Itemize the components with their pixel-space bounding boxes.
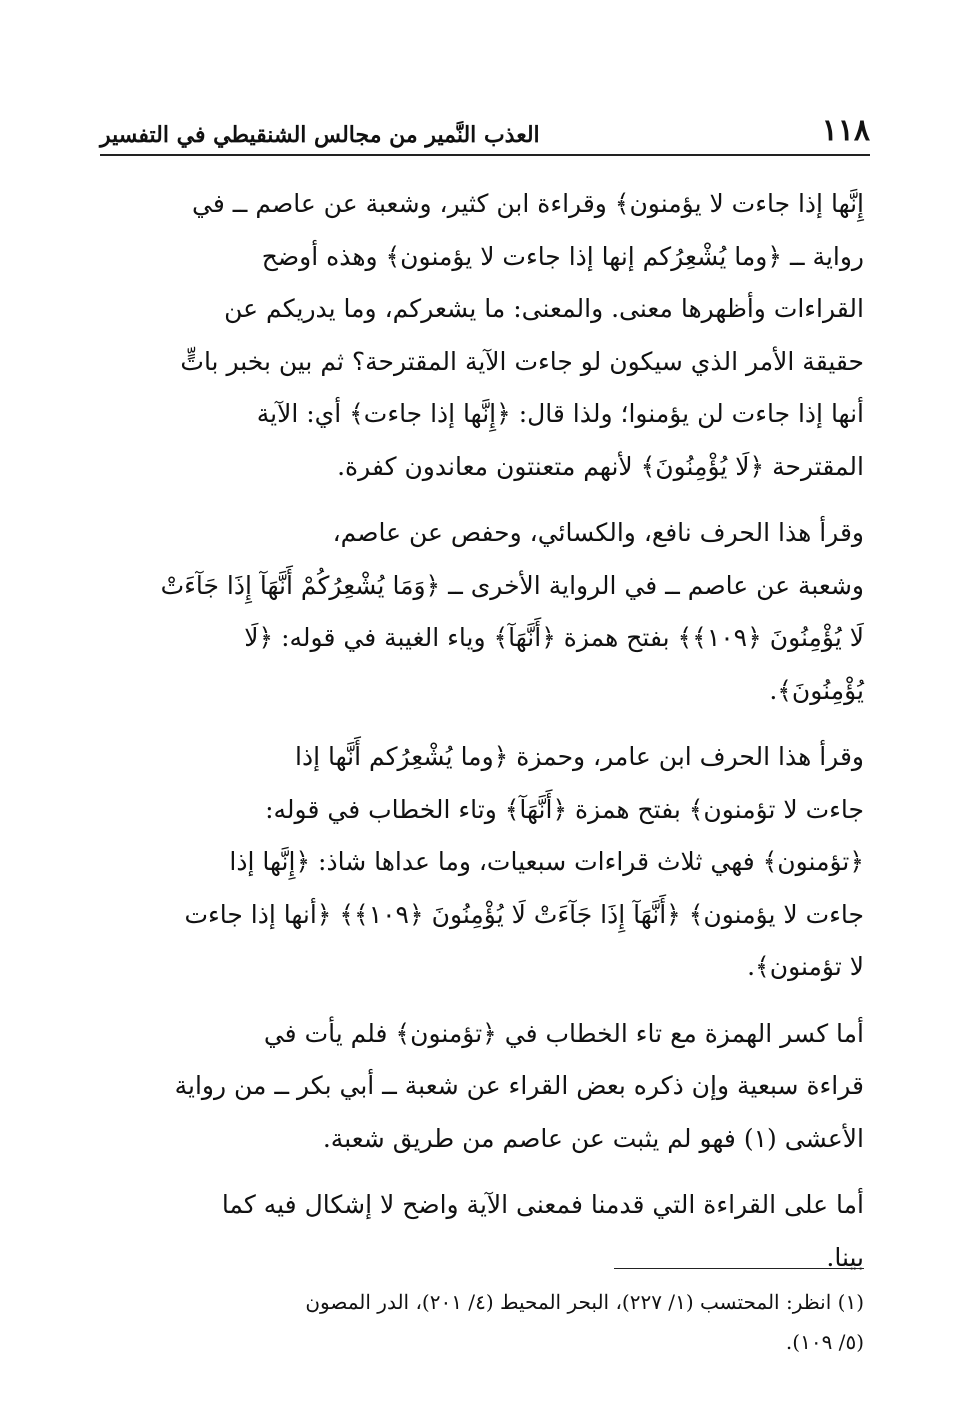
paragraph-3: وقرأ هذا الحرف ابن عامر، وحمزة ﴿وما يُشْعِرُكم أَنَّها إذا جاءت لا تؤمنون﴾ بفتح همزة ﴿أَنَّهَآ﴾ وتاء الخطاب في قوله: ﴿تؤمنون﴾ فهي ثلاث قراءات سبعيات، وما عداها شاذ: ﴿إِنَّها إذا جاءت لا يؤمنون﴾ ﴿أَنَّهَآ إِذَا جَآءَتْ لَا يُؤْمِنُونَ ﴿١٠٩﴾﴾ ﴿أنها إذا جاءت لا تؤمنون﴾. [184, 742, 864, 981]
footnote-separator [614, 1268, 864, 1269]
paragraph-5: أما على القراءة التي قدمنا فمعنى الآية واضح لا إشكال فيه كما بينا. [221, 1190, 864, 1272]
page-number: ١١٨ [821, 113, 870, 148]
paragraph-2: وقرأ هذا الحرف نافع، والكسائي، وحفص عن عاصم، وشعبة عن عاصم ــ في الرواية الأخرى ــ ﴿وَمَا يُشْعِرُكُمْ أَنَّهَآ إِذَا جَآءَتْ لَا يُؤْمِنُونَ ﴿١٠٩﴾﴾ بفتح همزة ﴿أَنَّهَآ﴾ وياء الغيبة في قوله: ﴿لَا يُؤْمِنُونَ﴾. [160, 518, 864, 705]
paragraph-1: إِنَّها إذا جاءت لا يؤمنون﴾ وقراءة ابن كثير، وشعبة عن عاصم ــ في رواية ــ ﴿وما يُشْعِرُكم إنها إذا جاءت لا يؤمنون﴾ وهذه أوضح القراءات وأظهرها معنى. والمعنى: ما يشعركم، وما يدريكم عن حقيقة الأمر الذي سيكون لو جاءت الآية المقترحة؟ ثم بين بخبر باتٍّ أنها إذا جاءت لن يؤمنوا؛ ولذا قال: ﴿إِنَّها إذا جاءت﴾ أي: الآية المقترحة ﴿لَا يُؤْمِنُونَ﴾ لأنهم متعنتون معاندون كفرة. [180, 189, 864, 481]
paragraph-4: أما كسر الهمزة مع تاء الخطاب في ﴿تؤمنون﴾ فلم يأت في قراءة سبعية وإن ذكره بعض القراء عن شعبة ــ أبي بكر ــ من رواية الأعشى (١) فهو لم يثبت عن عاصم من طريق شعبة. [174, 1018, 864, 1153]
page-header [100, 106, 870, 156]
main-text [100, 178, 864, 1284]
footnote: (١) انظر: المحتسب (١/ ٢٢٧)، البحر المحيط (٤/ ٢٠١)، الدر المصون (٥/ ١٠٩). [305, 1290, 864, 1354]
running-title: العذب النَّمير من مجالس الشنقيطي في التفسير [100, 122, 540, 148]
